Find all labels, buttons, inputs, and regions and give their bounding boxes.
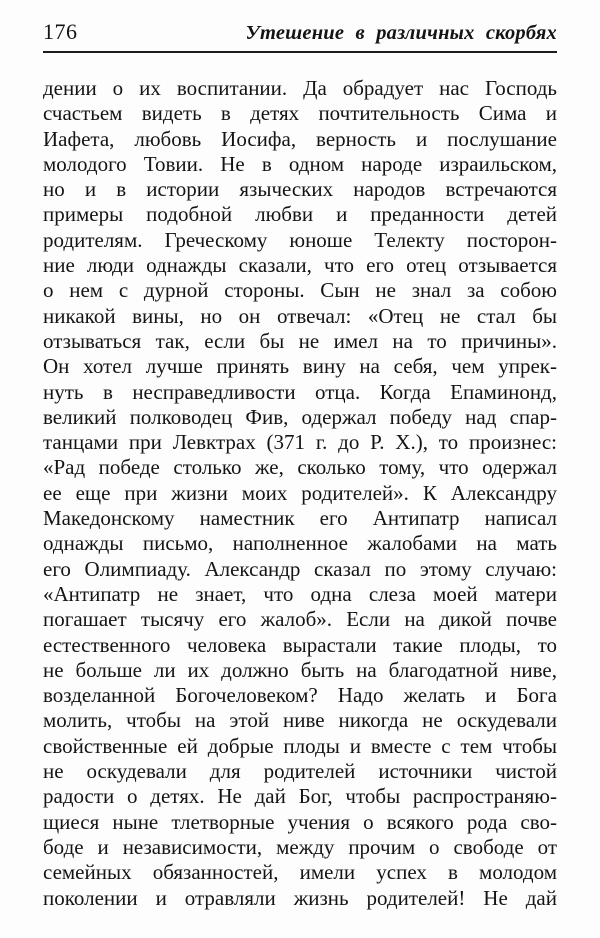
text-line: «Антипатр не знает, что одна слеза моей матери: [43, 581, 557, 606]
text-line: боде и независимости, между прочим о свободе от: [43, 834, 557, 859]
text-line: радости о детях. Не дай Бог, чтобы распространяю-: [43, 784, 557, 809]
text-line: Он хотел лучше принять вину на себя, чем упрек-: [43, 354, 557, 379]
text-line: молодого Товии. Не в одном народе израильском,: [43, 151, 557, 176]
text-line: великий полководец Фив, одержал победу над спар-: [43, 404, 557, 429]
page-number: 176: [43, 19, 78, 44]
text-line: ние люди однажды сказали, что его отец отзывается: [43, 253, 557, 278]
text-line: дении о их воспитании. Да обрадует нас Господь: [43, 76, 557, 100]
text-line: но и в истории языческих народов встречаются: [43, 177, 557, 202]
text-line: погашает тысячу его жалоб». Если на дикой почве: [43, 607, 557, 632]
text-line: семейных обязанностей, имели успех в молодом: [43, 860, 557, 885]
text-line: однажды письмо, наполненное жалобами на мать: [43, 531, 557, 556]
text-line: танцами при Левктрах (371 г. до Р. Х.), то произнес:: [43, 430, 557, 455]
text-line: «Рад победе столько же, сколько тому, что одержал: [43, 455, 557, 480]
text-line: о нем с дурной стороны. Сын не знал за собою: [43, 278, 557, 303]
text-line: свойственные ей добрые плоды и вместе с тем чтобы: [43, 733, 557, 758]
text-line: возделанной Богочеловеком? Надо желать и Бога: [43, 683, 557, 708]
text-line: отзываться так, если бы не имел на то причины».: [43, 328, 557, 353]
text-line: примеры подобной любви и преданности детей: [43, 202, 557, 227]
text-line: его Олимпиаду. Александр сказал по этому случаю:: [43, 556, 557, 581]
text-line: естественного человека вырастали такие плоды, то: [43, 632, 557, 657]
text-line: родителям. Греческому юноше Телекту посторон-: [43, 227, 557, 252]
text-line: Иафета, любовь Иосифа, верность и послушание: [43, 126, 557, 151]
text-line: не больше ли их должно быть на благодатной ниве,: [43, 657, 557, 682]
text-line: Македонскому наместник его Антипатр написал: [43, 506, 557, 531]
text-line: нуть в несправедливости отца. Когда Епаминонд,: [43, 379, 557, 404]
page-header: [43, 19, 557, 53]
text-line: щиеся ныне тлетворные учения о всякого рода сво-: [43, 809, 557, 834]
text-line: молить, чтобы на этой ниве никогда не оскудевали: [43, 708, 557, 733]
text-line: не оскудевали для родителей источники чистой: [43, 759, 557, 784]
running-title: Утешение в различных скорбях: [245, 22, 557, 44]
text-line: никакой вины, но он отвечал: «Отец не стал бы: [43, 303, 557, 328]
text-line: ее еще при жизни моих родителей». К Александру: [43, 480, 557, 505]
text-line: счастьем видеть в детях почтительность Сима и: [43, 101, 557, 126]
text-line: поколении и отравляли жизнь родителей! Не дай: [43, 885, 557, 910]
body-text: [43, 76, 557, 911]
